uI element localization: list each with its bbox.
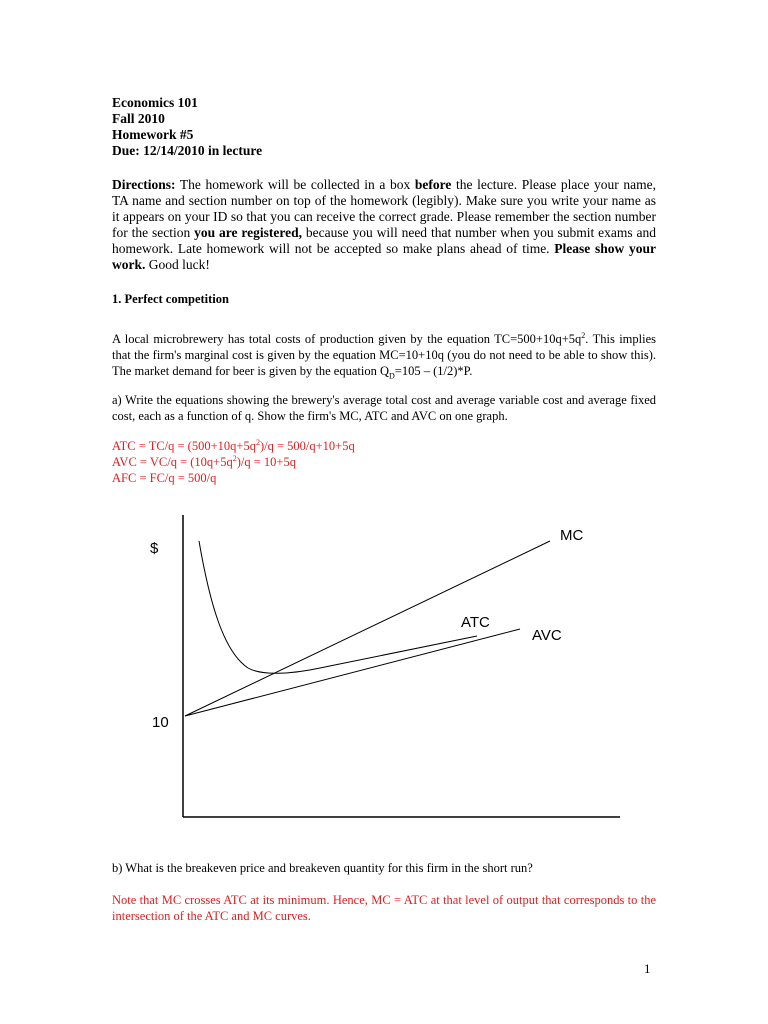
directions-text-4: Good luck! (145, 257, 210, 272)
intro-text-b: . This implies that the firm's marginal cost is given by the equation MC=10+10q (you do not need to be able to show this). The market demand for beer is given by the equation Q (112, 332, 656, 378)
section-title: 1. Perfect competition (112, 292, 229, 306)
avc-label: AVC (532, 627, 562, 644)
homework-number: Homework #5 (112, 127, 194, 142)
answer-b: Note that MC crosses ATC at its minimum. Hence, MC = ATC at that level of output that corresponds to the intersection of the ATC and MC curves. (112, 893, 656, 923)
atc-curve (199, 541, 477, 673)
afc-equation: AFC = FC/q = 500/q (112, 471, 217, 485)
directions-text-3: because you will need that number when you submit exams and homework. Late homework will not be accepted so make plans ahead of time. (112, 225, 656, 256)
avc-text-b: )/q = 10+5q (236, 455, 296, 469)
mc-label: MC (560, 527, 584, 544)
intro-text-a: A local microbrewery has total costs of production given by the equation TC=500+10q+5q (112, 332, 582, 346)
avc-text-a: AVC = VC/q = (10q+5q (112, 455, 233, 469)
directions-please: Please show your work. (112, 241, 656, 272)
question-b: b) What is the breakeven price and breakeven quantity for this firm in the short run? (112, 861, 533, 875)
due-date: Due: 12/14/2010 in lecture (112, 143, 263, 158)
y-axis-label: $ (150, 540, 159, 557)
directions-before: before (414, 177, 452, 192)
intro-text-c: =105 – (1/2)*P. (394, 364, 473, 378)
intro-sub: D (389, 371, 395, 381)
directions-text-1: The homework will be collected in a box (175, 177, 415, 192)
directions-text-2: the lecture. Please place your name, TA name and section number on top of the homework (legibly). Make sure you write your name as it appears on your ID so that you can receive the correct grade. Please remember the section number for the section (112, 177, 656, 240)
atc-text-a: ATC = TC/q = (500+10q+5q (112, 439, 256, 453)
atc-text-b: )/q = 500/q+10+5q (259, 439, 355, 453)
mc-curve (185, 541, 550, 716)
course-title: Economics 101 (112, 95, 198, 110)
question-a: a) Write the equations showing the brewery's average total cost and average variable cost and average fixed cost, each as a function of q. Show the firm's MC, ATC and AVC on one graph. (112, 393, 656, 423)
atc-label: ATC (461, 614, 490, 631)
term: Fall 2010 (112, 111, 165, 126)
intercept-label: 10 (152, 714, 169, 731)
directions-label: Directions: (112, 177, 176, 192)
avc-sup: 2 (232, 453, 237, 463)
directions-registered: you are registered, (194, 225, 303, 240)
page-number: 1 (644, 961, 651, 976)
intro-sup: 2 (581, 330, 586, 340)
avc-curve (185, 629, 520, 716)
atc-sup: 2 (255, 437, 260, 447)
